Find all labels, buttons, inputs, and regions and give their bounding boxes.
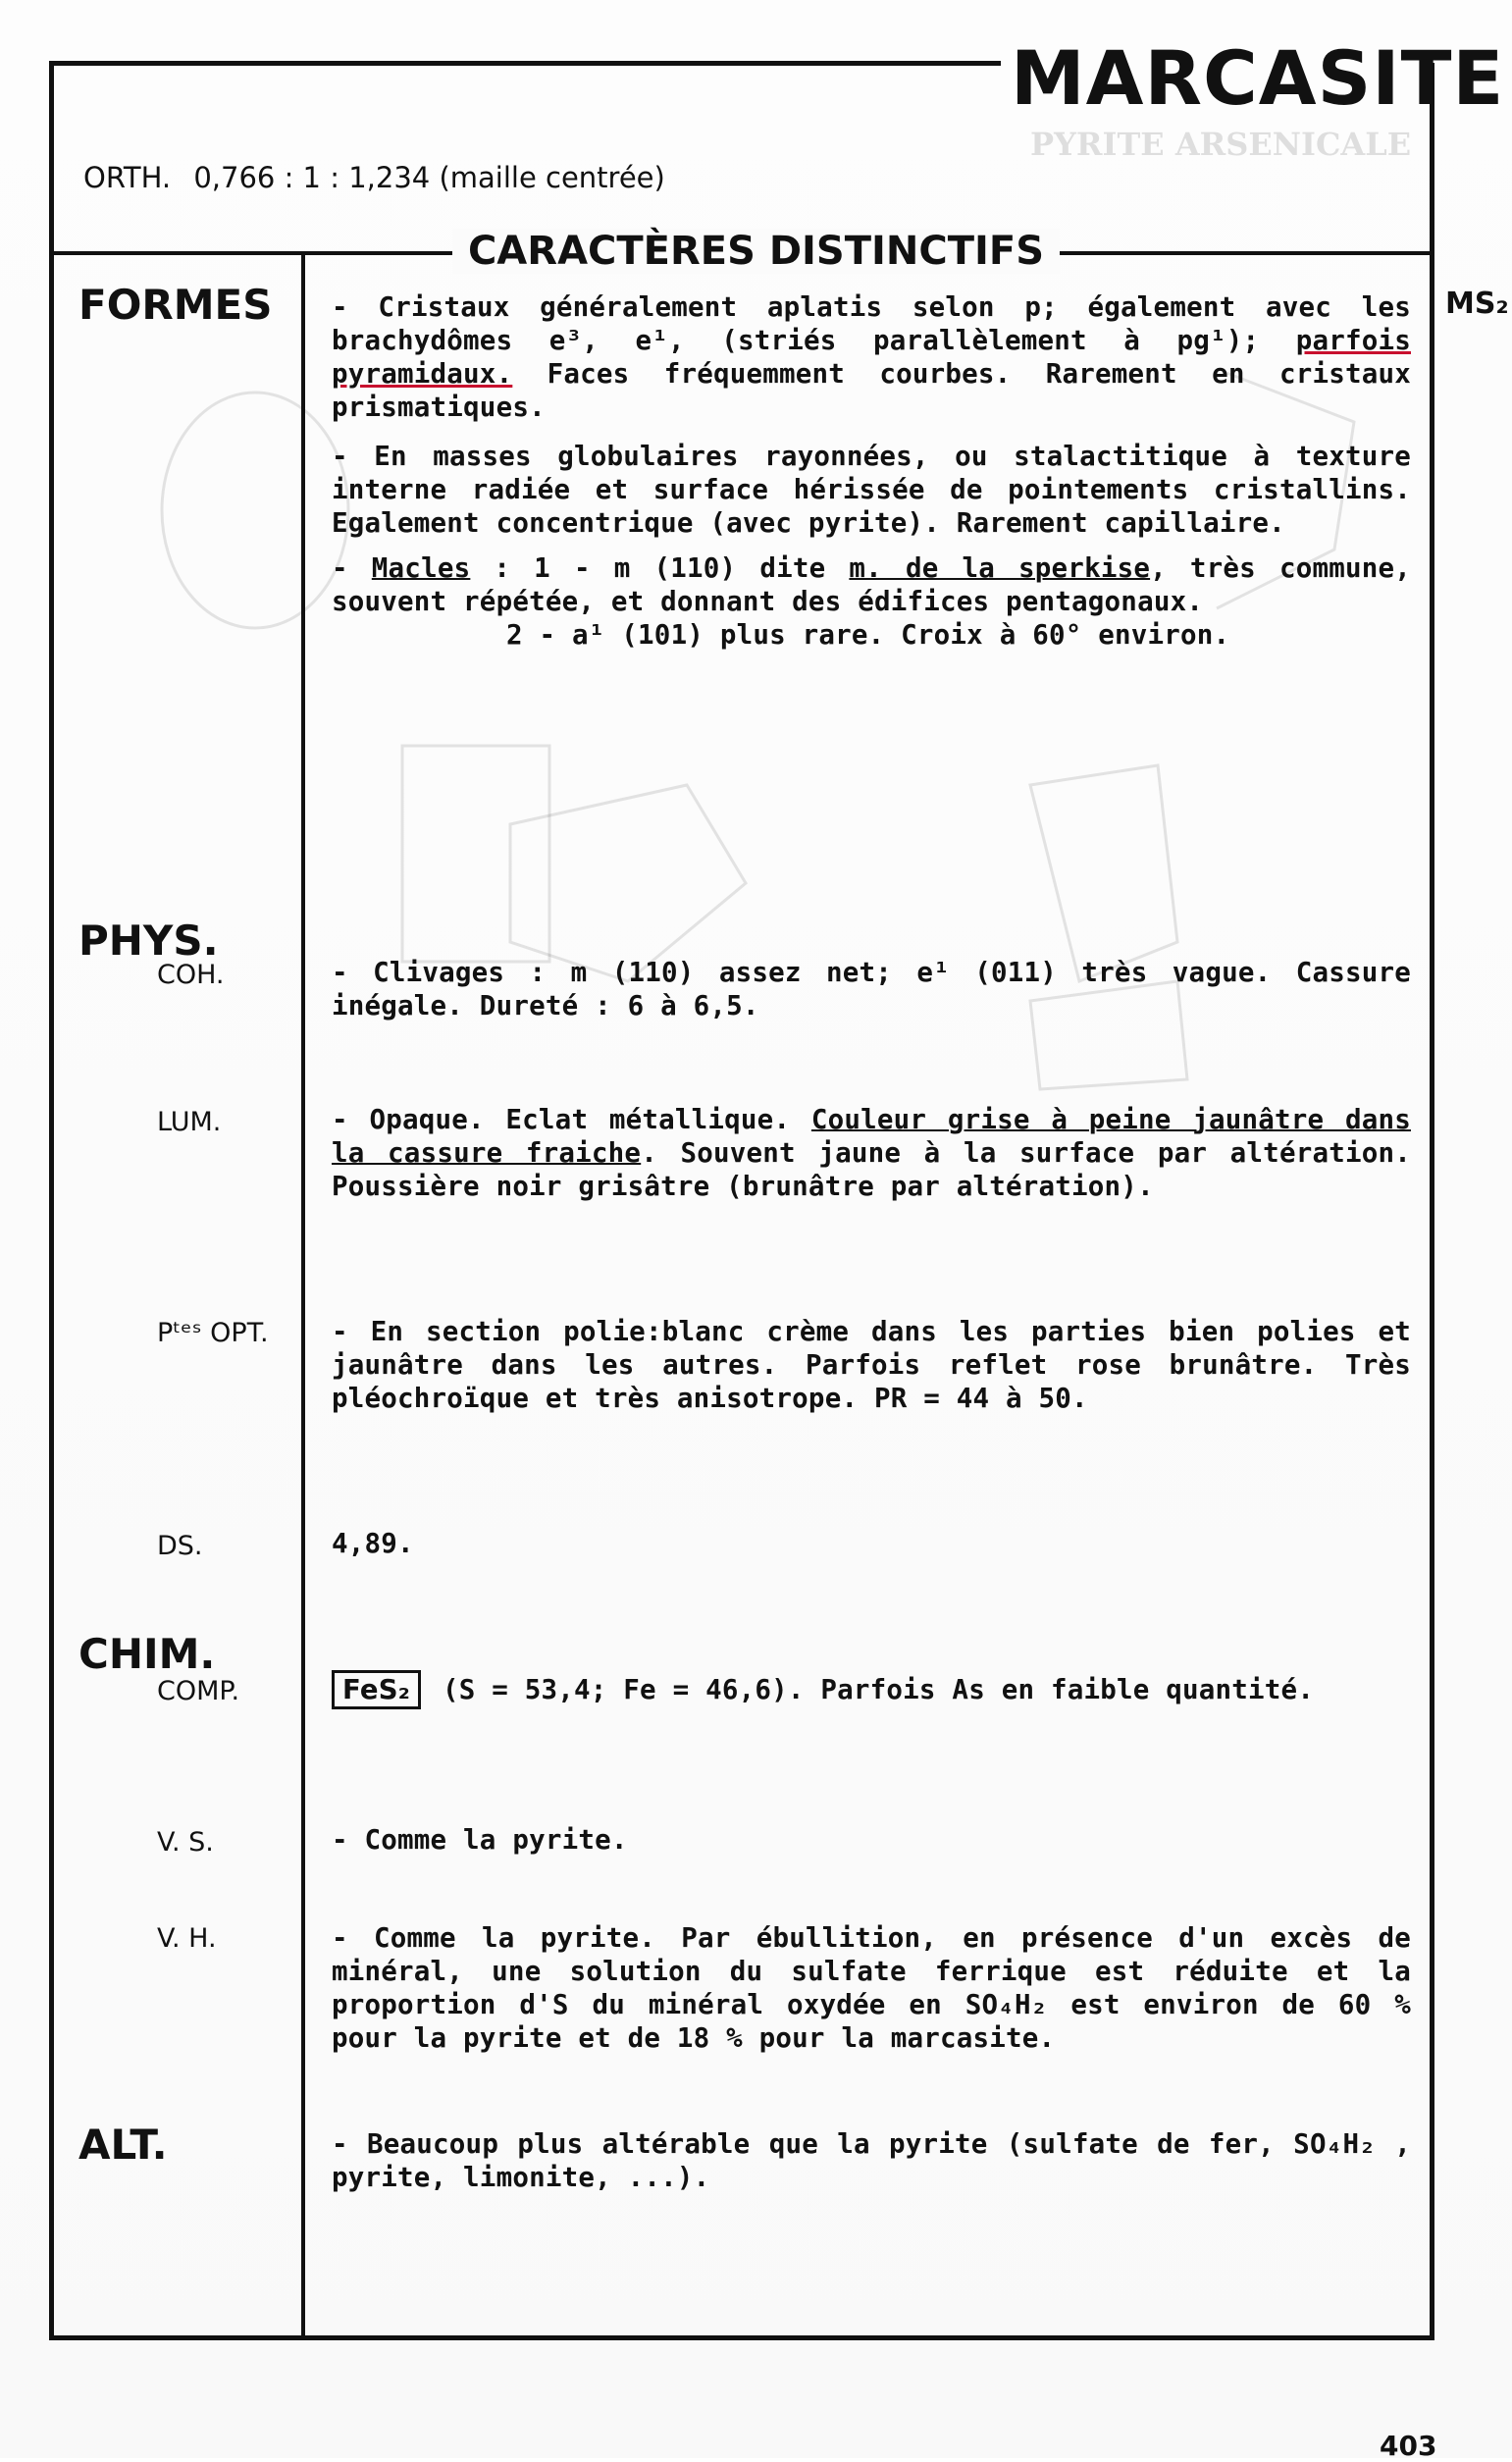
crystal-parameters (83, 161, 665, 194)
formes-paragraph-1 (332, 290, 1411, 424)
axial-ratio: 0,766 : 1 : 1,234 (maille centrée) (193, 161, 665, 194)
subcat-vh: V. H. (157, 1923, 217, 1954)
coh-paragraph: - Clivages : m (110) assez net; e¹ (011) très vague. Cassure inégale. Dureté : 6 à 6,5. (332, 957, 1411, 1021)
category-formes: FORMES (78, 281, 273, 329)
category-phys: PHYS. (78, 917, 219, 965)
subcat-opt: Pᵗᵉˢ OPT. (157, 1318, 269, 1348)
category-chim: CHIM. (78, 1630, 216, 1678)
vs-paragraph: - Comme la pyrite. (332, 1824, 628, 1856)
margin-formula: MS₂ (1445, 287, 1509, 321)
subcat-comp: COMP. (157, 1676, 240, 1706)
vh-paragraph: - Comme la pyrite. Par ébullition, en présence d'un excès de minéral, une solution du sulfate ferrique est réduite et la proportion d'S du minéral oxydée en SO₄H₂ est environ de 60 % pour la pyrite et de 18 % pour la marcasite. (332, 1922, 1411, 2054)
section-heading (0, 228, 1512, 275)
mineral-title: MARCASITE (1011, 34, 1505, 122)
comp-paragraph (332, 1670, 1411, 1709)
formes-text: , très commune, souvent répétée, et donnant des édifices pentagonaux. (332, 552, 1411, 617)
lum-underlined-text: Couleur grise à peine jaunâtre dans la cassure fraiche (332, 1104, 1411, 1169)
subcat-coh: COH. (157, 960, 225, 990)
highlighted-text: parfois pyramidaux. (332, 325, 1411, 390)
lum-text: . Souvent jaune à la surface par altération. Poussière noir grisâtre (brunâtre par altération). (332, 1137, 1411, 1202)
formes-text: : 1 - m (110) dite (470, 552, 850, 584)
macles-label: Macles (371, 552, 471, 584)
formes-paragraph-3-line-2: 2 - a¹ (101) plus rare. Croix à 60° environ. (506, 619, 1230, 651)
section-heading-text: CARACTÈRES DISTINCTIFS (452, 229, 1060, 274)
subcat-lum: LUM. (157, 1107, 222, 1137)
formes-text: Faces fréquemment courbes. Rarement en cristaux prismatiques. (332, 358, 1411, 423)
ds-paragraph: 4,89. (332, 1528, 414, 1559)
formes-text: - (332, 552, 372, 584)
page-number: 403 (1380, 2430, 1437, 2462)
lum-text: - Opaque. Eclat métallique. (332, 1104, 811, 1135)
formes-paragraph-3 (332, 551, 1411, 618)
alt-paragraph: - Beaucoup plus altérable que la pyrite (sulfate de fer, SO₄H₂ , pyrite, limonite, ...). (332, 2128, 1411, 2193)
formes-text: - Cristaux généralement aplatis selon p; également avec les brachydômes e³, e¹, (striés parallèlement à pg¹); (332, 291, 1411, 356)
crystal-system: ORTH. (83, 161, 172, 194)
category-alt: ALT. (78, 2121, 168, 2169)
subcat-vs: V. S. (157, 1827, 214, 1858)
column-divider (301, 253, 305, 2340)
formes-paragraph-2: - En masses globulaires rayonnées, ou stalactitique à texture interne radiée et surface hérissée de pointements cristallins. Egalement concentrique (avec pyrite). Rarement capillaire. (332, 441, 1411, 539)
sperkise-term: m. de la sperkise (849, 552, 1151, 584)
lum-paragraph (332, 1103, 1411, 1203)
comp-formula-box: FeS₂ (332, 1670, 421, 1709)
opt-paragraph: - En section polie:blanc crème dans les parties bien polies et jaunâtre dans les autres. Parfois reflet rose brunâtre. Très pléochroïque et très anisotrope. PR = 44 à 50. (332, 1316, 1411, 1414)
subcat-ds: DS. (157, 1531, 203, 1561)
comp-text: (S = 53,4; Fe = 46,6). Parfois As en faible quantité. (442, 1674, 1315, 1705)
bleed-through-text: PYRITE ARSENICALE (1030, 126, 1412, 163)
